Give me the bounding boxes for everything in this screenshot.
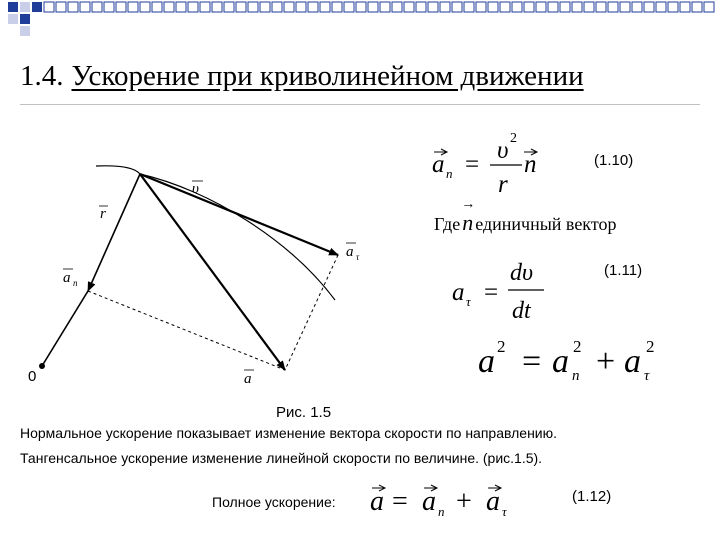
trajectory-curve-right: [140, 174, 335, 300]
svg-text:=: =: [465, 151, 480, 178]
label-tangential: a: [346, 244, 354, 260]
svg-text:2: 2: [646, 337, 655, 356]
svg-text:n: n: [524, 151, 537, 178]
svg-text:dυ: dυ: [510, 260, 534, 286]
svg-text:a: a: [624, 343, 641, 380]
equation-number-1-10: (1.10): [594, 152, 634, 169]
origin-point: [39, 363, 45, 369]
figure-vector-labels: [63, 181, 360, 387]
svg-text:a: a: [478, 343, 495, 380]
unit-vector-note: [434, 210, 616, 236]
origin-label: 0: [28, 368, 37, 385]
equation-1-11: [452, 260, 544, 324]
label-velocity: υ: [192, 181, 199, 197]
equation-number-1-12: (1.12): [572, 488, 612, 505]
svg-text:2: 2: [510, 131, 517, 146]
svg-text:τ: τ: [644, 368, 650, 384]
tangential-acceleration-text: Тангенсальное ускорение изменение линейной скорости по величине. (рис.1.5).: [20, 450, 543, 466]
svg-text:+: +: [456, 486, 472, 517]
note-vector: → n: [462, 210, 473, 235]
svg-text:=: =: [392, 486, 408, 517]
svg-text:r: r: [498, 171, 508, 198]
equation-total-magnitude: [478, 337, 655, 384]
svg-text:a: a: [552, 343, 569, 380]
svg-text:2: 2: [573, 337, 582, 356]
svg-text:n: n: [73, 278, 78, 288]
figure-caption: Рис. 1.5: [276, 404, 332, 421]
title-text: Ускорение при криволинейном движении: [71, 60, 584, 92]
trajectory-curve-left: [96, 166, 140, 174]
svg-text:a: a: [370, 486, 384, 517]
svg-text:a: a: [422, 486, 436, 517]
label-normal: a: [63, 270, 71, 286]
equation-1-10: [432, 131, 537, 198]
radius-line: [42, 291, 88, 366]
svg-text:τ: τ: [502, 504, 507, 519]
normal-acceleration-text: Нормальное ускорение показывает изменение вектора скорости по направлению.: [20, 425, 558, 441]
svg-text:n: n: [572, 368, 580, 384]
label-total: a: [244, 371, 252, 387]
svg-text:dt: dt: [512, 298, 531, 324]
svg-text:τ: τ: [356, 252, 360, 262]
svg-text:+: +: [596, 343, 616, 380]
svg-text:a: a: [486, 486, 500, 517]
svg-text:υ: υ: [497, 137, 509, 164]
full-acceleration-label: Полное ускорение:: [212, 494, 336, 510]
note-suffix: единичный вектор: [475, 214, 617, 234]
note-prefix: Где: [434, 214, 461, 234]
svg-text:n: n: [446, 166, 453, 181]
svg-text:=: =: [484, 279, 499, 306]
svg-text:a: a: [452, 279, 465, 306]
svg-text:2: 2: [497, 337, 506, 356]
equation-1-12: [370, 485, 508, 519]
svg-text:a: a: [432, 151, 445, 178]
title-number: 1.4.: [20, 60, 64, 92]
svg-text:n: n: [438, 504, 445, 519]
label-radius: r: [100, 206, 106, 222]
svg-text:=: =: [522, 343, 542, 380]
equation-number-1-11: (1.11): [604, 262, 643, 279]
svg-text:τ: τ: [466, 294, 471, 309]
normal-acceleration-arrow: [88, 174, 140, 291]
